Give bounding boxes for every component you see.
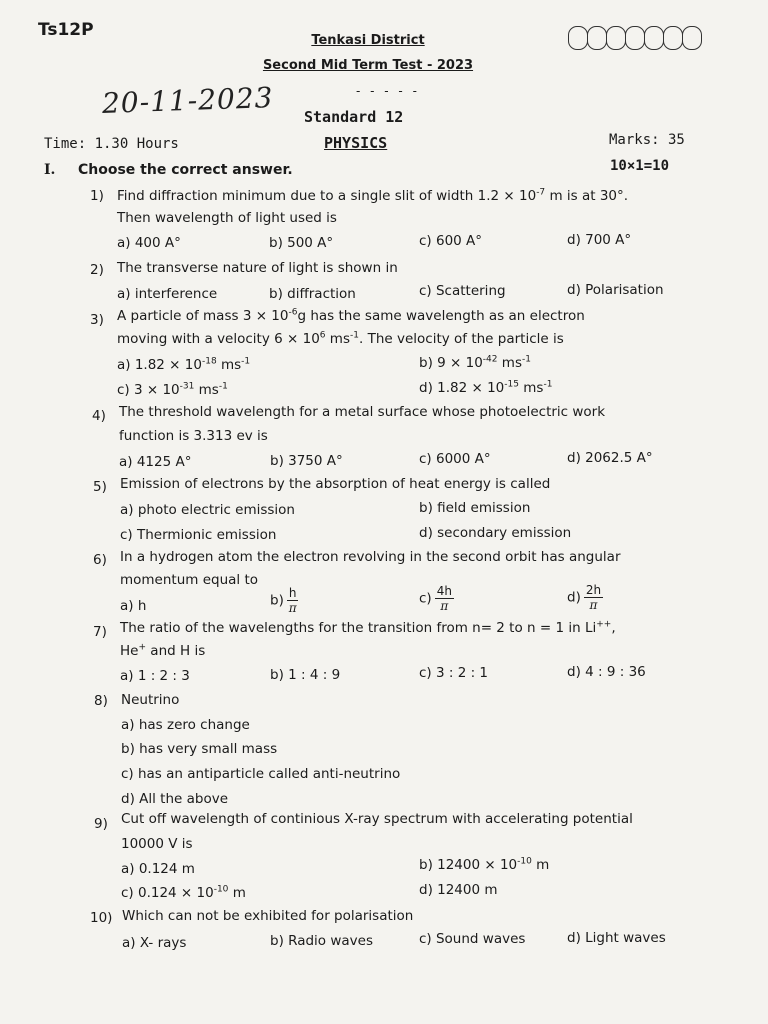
option-b: b) Radio waves [270,933,373,949]
question-number: 6) [93,552,107,568]
question-text: Cut off wavelength of continious X-ray spectrum with accelerating potential [121,811,633,827]
option-b: b) has very small mass [121,741,278,757]
option-b: b) 1 : 4 : 9 [270,667,341,683]
option-d: d) $\frac{2h}{\pi}$ [567,583,602,612]
option-c: c) Scattering [419,283,506,299]
question-number: 9) [94,816,108,832]
option-a: a) 400 A° [117,235,181,251]
option-b: b) $\frac{h}{\pi}$ [270,586,297,615]
option-a: a) X- rays [122,935,187,951]
handwritten-date: 20-11-2023 [101,81,274,120]
option-c: c) Thermionic emission [120,527,277,543]
question-text: moving with a velocity $6 \times 10^6$ $ms^{-1}$. The velocity of the particle is [117,330,564,347]
question-number: 8) [94,693,108,709]
question-text: Which can not be exhibited for polarisation [122,908,414,924]
question-text: Neutrino [121,692,180,708]
section-marks: 10×1=10 [610,158,670,174]
question-text: momentum equal to [120,572,259,588]
option-a: a) 0.124 m [121,861,195,877]
option-a: a) has zero change [121,717,250,733]
option-b: b) 3750 A° [270,453,343,469]
question-text: The threshold wavelength for a metal surface whose photoelectric work [119,404,606,420]
subject-title: PHYSICS [324,134,388,152]
dashes: - - - - - [356,84,420,98]
option-d: d) Polarisation [567,282,664,298]
question-number: 10) [90,910,113,926]
question-text: 10000 V is [121,836,193,852]
option-d: d) Light waves [567,930,666,946]
option-a: a) h [120,598,147,614]
option-c: c) Sound waves [419,931,526,947]
test-title: Second Mid Term Test - 2023 [262,58,474,73]
option-a: a) 1 : 2 : 3 [120,668,190,684]
option-d: d) secondary emission [419,525,572,541]
paper-code: Ts12P [38,20,94,40]
option-c: c) $\frac{4h}{\pi}$ [419,584,452,613]
question-number: 5) [93,479,107,495]
question-number: 7) [93,624,107,640]
question-text: He+ and H is [120,642,206,659]
question-number: 1) [90,188,104,204]
question-text: The ratio of the wavelengths for the transition from n= 2 to n = 1 in Li++, [120,619,616,636]
option-a: a) $1.82 \times 10^{-18}$ $ms^{-1}$ [117,356,251,373]
option-c: c) 3 : 2 : 1 [419,665,489,681]
standard-label: Standard 12 [304,108,404,126]
option-d: d) 2062.5 A° [567,450,653,466]
option-b: b) diffraction [269,286,356,302]
register-number-boxes [568,26,701,50]
option-c: c) 6000 A° [419,451,491,467]
section-title: Choose the correct answer. [78,162,293,178]
option-b: b) $12400 \times 10^{-10}$ m [419,856,550,873]
option-b: b) 500 A° [269,235,334,251]
option-b: b) $9 \times 10^{-42}$ $ms^{-1}$ [419,354,531,371]
question-text: The transverse nature of light is shown in [117,260,398,276]
section-number: I. [44,162,56,178]
question-text: Find diffraction minimum due to a single slit of width $1.2 \times 10^{-7}$ m is at 30°. [117,187,629,204]
option-c: c) $3 \times 10^{-31}$ $ms^{-1}$ [117,381,228,398]
option-d: d) 12400 m [419,882,498,898]
question-number: 3) [90,312,104,328]
option-c: c) has an antiparticle called anti-neutrino [121,766,401,782]
option-a: a) 4125 A° [119,454,192,470]
question-text: Emission of electrons by the absorption of heat energy is called [120,476,551,492]
option-c: c) $0.124 \times 10^{-10}$ m [121,884,246,901]
question-number: 2) [90,262,104,278]
option-d: d) 700 A° [567,232,632,248]
option-a: a) photo electric emission [120,502,295,518]
option-a: a) interference [117,286,218,302]
option-c: c) 600 A° [419,233,483,249]
option-d: d) All the above [121,791,228,807]
question-text: In a hydrogen atom the electron revolving in the second orbit has angular [120,549,621,565]
time-label: Time: 1.30 Hours [44,136,179,152]
question-number: 4) [92,408,106,424]
option-b: b) field emission [419,500,531,516]
option-d: d) 4 : 9 : 36 [567,664,646,680]
question-text: Then wavelength of light used is [117,210,337,226]
question-text: A particle of mass $3 \times 10^{-6}g$ has the same wavelength as an electron [117,307,585,324]
question-text: function is 3.313 ev is [119,428,268,444]
option-d: d) $1.82 \times 10^{-15}$ $ms^{-1}$ [419,379,553,396]
district-title: Tenkasi District [311,33,425,48]
marks-label: Marks: 35 [609,132,685,148]
